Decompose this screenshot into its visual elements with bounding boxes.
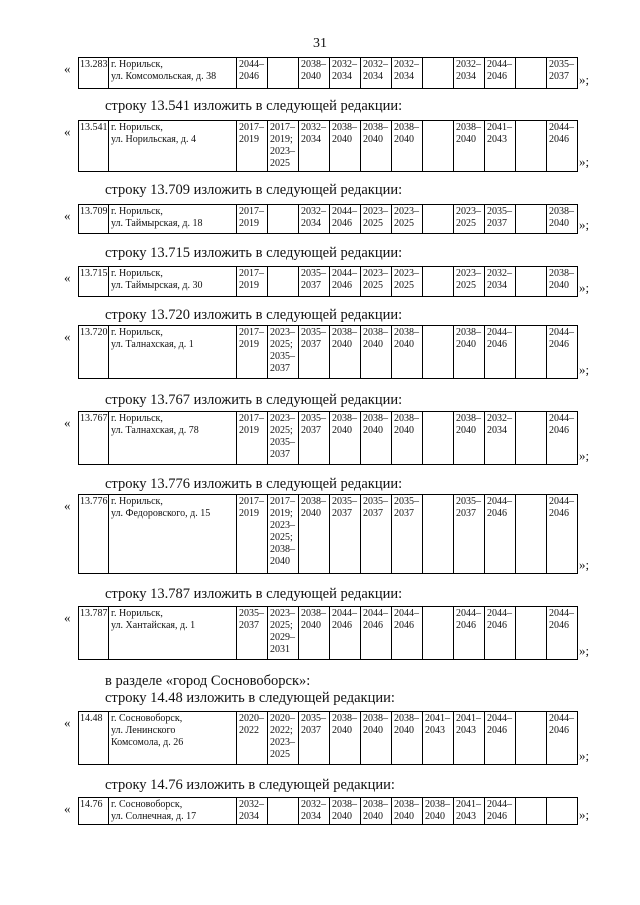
period-cell	[516, 798, 547, 825]
period-cell: 2041– 2043	[423, 712, 454, 765]
table-row	[79, 58, 578, 89]
row-number-cell: 14.76	[79, 798, 109, 825]
address-cell: г. Норильск, ул. Таймырская, д. 30	[109, 267, 237, 297]
table-row	[79, 607, 578, 660]
row-number-cell: 13.720	[79, 326, 109, 379]
period-cell: 2032– 2034	[330, 58, 361, 89]
table-row-block	[60, 204, 600, 233]
period-cell	[516, 267, 547, 297]
period-cell: 2032– 2034	[299, 798, 330, 825]
amendment-instruction: строку 13.776 изложить в следующей редакции:	[105, 476, 403, 492]
opening-quote: «	[64, 124, 71, 139]
table-row	[79, 798, 578, 825]
table-row	[79, 412, 578, 465]
closing-quote: »;	[579, 72, 590, 87]
table-row	[79, 326, 578, 379]
register-table-row	[78, 325, 578, 379]
period-cell: 2038– 2040	[392, 121, 423, 172]
period-cell	[516, 712, 547, 765]
period-cell	[516, 58, 547, 89]
period-cell: 2044– 2046	[547, 326, 578, 379]
period-cell: 2032– 2034	[485, 412, 516, 465]
closing-quote: »;	[579, 280, 590, 295]
period-cell: 2044– 2046	[485, 495, 516, 574]
period-cell: 2038– 2040	[423, 798, 454, 825]
table-row-block	[60, 325, 600, 378]
table-row	[79, 205, 578, 234]
period-cell: 2038– 2040	[361, 412, 392, 465]
table-row-block	[60, 711, 600, 764]
amendment-instruction: строку 13.709 изложить в следующей редакции:	[105, 182, 403, 198]
period-cell: 2038– 2040	[330, 412, 361, 465]
period-cell	[423, 495, 454, 574]
address-cell: г. Норильск, ул. Федоровского, д. 15	[109, 495, 237, 574]
period-cell: 2044– 2046	[330, 267, 361, 297]
row-number-cell: 13.776	[79, 495, 109, 574]
table-row-block	[60, 606, 600, 659]
period-cell: 2032– 2034	[454, 58, 485, 89]
closing-quote: »;	[579, 807, 590, 822]
period-cell: 2023– 2025	[454, 267, 485, 297]
closing-quote: »;	[579, 154, 590, 169]
table-row	[79, 121, 578, 172]
opening-quote: «	[64, 801, 71, 816]
period-cell: 2035– 2037	[454, 495, 485, 574]
period-cell: 2023– 2025	[361, 267, 392, 297]
closing-quote: »;	[579, 557, 590, 572]
closing-quote: »;	[579, 748, 590, 763]
period-cell	[423, 58, 454, 89]
row-number-cell: 13.709	[79, 205, 109, 234]
address-cell: г. Сосновоборск, ул. Ленинского Комсомола, д. 26	[109, 712, 237, 765]
period-cell: 2044– 2046	[485, 326, 516, 379]
period-cell: 2044– 2046	[454, 607, 485, 660]
period-cell: 2044– 2046	[330, 205, 361, 234]
row-number-cell: 13.283	[79, 58, 109, 89]
opening-quote: «	[64, 329, 71, 344]
period-cell	[547, 798, 578, 825]
amendment-instruction: строку 14.76 изложить в следующей редакции:	[105, 777, 395, 793]
period-cell: 2038– 2040	[330, 121, 361, 172]
period-cell: 2035– 2037	[299, 412, 330, 465]
period-cell: 2020– 2022; 2023– 2025	[268, 712, 299, 765]
period-cell: 2023– 2025	[361, 205, 392, 234]
period-cell: 2035– 2037	[299, 712, 330, 765]
period-cell: 2017– 2019	[237, 267, 268, 297]
period-cell	[423, 205, 454, 234]
period-cell	[516, 412, 547, 465]
period-cell	[516, 607, 547, 660]
period-cell: 2038– 2040	[392, 798, 423, 825]
period-cell: 2023– 2025	[392, 205, 423, 234]
period-cell: 2038– 2040	[361, 712, 392, 765]
period-cell: 2023– 2025; 2035– 2037	[268, 412, 299, 465]
register-table-row	[78, 204, 578, 234]
register-table-row	[78, 120, 578, 172]
period-cell: 2044– 2046	[547, 607, 578, 660]
period-cell	[268, 205, 299, 234]
amendment-instruction: строку 14.48 изложить в следующей редакции:	[105, 690, 395, 706]
period-cell: 2041– 2043	[454, 798, 485, 825]
table-row-block	[60, 494, 600, 573]
table-row	[79, 495, 578, 574]
period-cell	[423, 267, 454, 297]
table-row-block	[60, 266, 600, 296]
table-row-block	[60, 411, 600, 464]
opening-quote: «	[64, 715, 71, 730]
period-cell: 2035– 2037	[299, 326, 330, 379]
register-table-row	[78, 797, 578, 825]
register-table-row	[78, 411, 578, 465]
row-number-cell: 13.767	[79, 412, 109, 465]
period-cell: 2035– 2037	[485, 205, 516, 234]
amendment-instruction: строку 13.541 изложить в следующей редакции:	[105, 98, 403, 114]
opening-quote: «	[64, 498, 71, 513]
period-cell: 2038– 2040	[361, 798, 392, 825]
period-cell: 2035– 2037	[392, 495, 423, 574]
opening-quote: «	[64, 415, 71, 430]
period-cell: 2017– 2019	[237, 205, 268, 234]
period-cell: 2044– 2046	[237, 58, 268, 89]
period-cell: 2017– 2019; 2023– 2025	[268, 121, 299, 172]
period-cell: 2017– 2019; 2023– 2025; 2038– 2040	[268, 495, 299, 574]
period-cell: 2041– 2043	[485, 121, 516, 172]
period-cell	[423, 607, 454, 660]
period-cell: 2032– 2034	[361, 58, 392, 89]
period-cell: 2041– 2043	[454, 712, 485, 765]
period-cell	[268, 58, 299, 89]
closing-quote: »;	[579, 217, 590, 232]
period-cell	[516, 205, 547, 234]
period-cell: 2038– 2040	[330, 326, 361, 379]
period-cell: 2035– 2037	[330, 495, 361, 574]
closing-quote: »;	[579, 643, 590, 658]
period-cell: 2038– 2040	[547, 267, 578, 297]
register-table-row	[78, 266, 578, 297]
register-table-row	[78, 711, 578, 765]
closing-quote: »;	[579, 362, 590, 377]
address-cell: г. Норильск, ул. Комсомольская, д. 38	[109, 58, 237, 89]
period-cell: 2044– 2046	[485, 798, 516, 825]
row-number-cell: 13.541	[79, 121, 109, 172]
period-cell: 2038– 2040	[299, 58, 330, 89]
period-cell: 2032– 2034	[485, 267, 516, 297]
period-cell: 2023– 2025; 2035– 2037	[268, 326, 299, 379]
table-row-block	[60, 57, 600, 88]
address-cell: г. Норильск, ул. Талнахская, д. 78	[109, 412, 237, 465]
opening-quote: «	[64, 208, 71, 223]
period-cell: 2038– 2040	[392, 412, 423, 465]
period-cell: 2038– 2040	[330, 712, 361, 765]
period-cell	[268, 267, 299, 297]
period-cell: 2044– 2046	[485, 58, 516, 89]
period-cell: 2044– 2046	[330, 607, 361, 660]
period-cell: 2038– 2040	[454, 121, 485, 172]
table-row	[79, 267, 578, 297]
amendment-instruction: строку 13.767 изложить в следующей редакции:	[105, 392, 403, 408]
period-cell: 2032– 2034	[299, 205, 330, 234]
period-cell: 2044– 2046	[485, 607, 516, 660]
period-cell: 2038– 2040	[299, 495, 330, 574]
section-heading: в разделе «город Сосновоборск»:	[105, 673, 311, 689]
address-cell: г. Сосновоборск, ул. Солнечная, д. 17	[109, 798, 237, 825]
period-cell	[268, 798, 299, 825]
period-cell: 2020– 2022	[237, 712, 268, 765]
register-table-row	[78, 606, 578, 660]
amendment-instruction: строку 13.787 изложить в следующей редакции:	[105, 586, 403, 602]
period-cell: 2044– 2046	[547, 412, 578, 465]
period-cell: 2032– 2034	[299, 121, 330, 172]
period-cell: 2017– 2019	[237, 412, 268, 465]
opening-quote: «	[64, 61, 71, 76]
period-cell: 2044– 2046	[485, 712, 516, 765]
period-cell: 2017– 2019	[237, 326, 268, 379]
period-cell: 2038– 2040	[361, 326, 392, 379]
address-cell: г. Норильск, ул. Таймырская, д. 18	[109, 205, 237, 234]
amendment-instruction: строку 13.715 изложить в следующей редакции:	[105, 245, 403, 261]
period-cell: 2038– 2040	[361, 121, 392, 172]
period-cell: 2017– 2019	[237, 121, 268, 172]
period-cell	[423, 326, 454, 379]
table-row-block	[60, 120, 600, 170]
row-number-cell: 14.48	[79, 712, 109, 765]
period-cell	[423, 121, 454, 172]
address-cell: г. Норильск, ул. Талнахская, д. 1	[109, 326, 237, 379]
period-cell: 2035– 2037	[237, 607, 268, 660]
register-table-row	[78, 494, 578, 574]
period-cell	[423, 412, 454, 465]
row-number-cell: 13.715	[79, 267, 109, 297]
row-number-cell: 13.787	[79, 607, 109, 660]
period-cell: 2038– 2040	[454, 326, 485, 379]
period-cell	[516, 326, 547, 379]
period-cell: 2044– 2046	[361, 607, 392, 660]
address-cell: г. Норильск, ул. Норильская, д. 4	[109, 121, 237, 172]
period-cell: 2038– 2040	[299, 607, 330, 660]
period-cell: 2044– 2046	[392, 607, 423, 660]
period-cell: 2044– 2046	[547, 712, 578, 765]
table-row-block	[60, 797, 600, 823]
period-cell: 2038– 2040	[392, 712, 423, 765]
opening-quote: «	[64, 610, 71, 625]
period-cell: 2035– 2037	[299, 267, 330, 297]
period-cell	[516, 495, 547, 574]
period-cell: 2023– 2025	[454, 205, 485, 234]
period-cell: 2023– 2025	[392, 267, 423, 297]
period-cell: 2032– 2034	[392, 58, 423, 89]
period-cell: 2044– 2046	[547, 495, 578, 574]
table-row	[79, 712, 578, 765]
period-cell: 2035– 2037	[547, 58, 578, 89]
amendment-instruction: строку 13.720 изложить в следующей редакции:	[105, 307, 403, 323]
opening-quote: «	[64, 270, 71, 285]
page-number: 31	[313, 36, 327, 51]
period-cell: 2038– 2040	[392, 326, 423, 379]
period-cell: 2038– 2040	[547, 205, 578, 234]
period-cell: 2044– 2046	[547, 121, 578, 172]
period-cell: 2017– 2019	[237, 495, 268, 574]
register-table-row	[78, 57, 578, 89]
period-cell: 2023– 2025; 2029– 2031	[268, 607, 299, 660]
period-cell	[516, 121, 547, 172]
address-cell: г. Норильск, ул. Хантайская, д. 1	[109, 607, 237, 660]
period-cell: 2038– 2040	[330, 798, 361, 825]
period-cell: 2035– 2037	[361, 495, 392, 574]
period-cell: 2032– 2034	[237, 798, 268, 825]
closing-quote: »;	[579, 448, 590, 463]
period-cell: 2038– 2040	[454, 412, 485, 465]
